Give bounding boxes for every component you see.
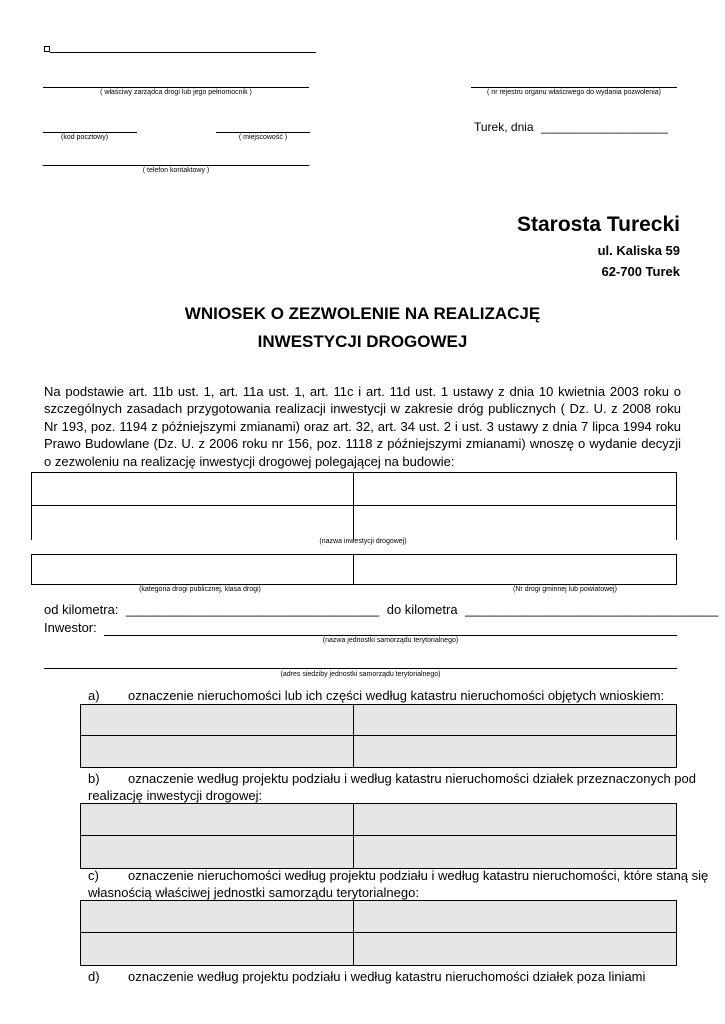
item-b-cell-4[interactable]: [354, 836, 676, 868]
item-a-cell-2[interactable]: [354, 705, 676, 736]
city-line[interactable]: [216, 132, 310, 133]
postal-code-caption: (kod pocztowy): [61, 134, 109, 141]
item-a-cell-1[interactable]: [81, 705, 354, 736]
road-category-table: [31, 554, 677, 585]
item-a-marker: a): [88, 688, 100, 703]
investment-name-cell-2[interactable]: [354, 473, 676, 506]
date-field[interactable]: ___________________: [540, 120, 668, 134]
road-category-caption: (kategoria drogi publicznej, klasa drogi): [139, 586, 261, 593]
item-a-table: [80, 704, 677, 768]
kilometer-row: [44, 602, 718, 617]
investor-caption: (nazwa jednostki samorządu terytorialnego): [322, 637, 459, 644]
item-c-cell-4[interactable]: [354, 933, 676, 965]
road-category-cell[interactable]: [32, 555, 354, 584]
postal-code-line[interactable]: [43, 132, 137, 133]
item-d-text: oznaczenie według projektu podziału i według katastru nieruchomości działek poza liniami: [128, 969, 646, 984]
from-km-field[interactable]: ___________________________________: [126, 602, 380, 617]
addressee-street: ul. Kaliska 59: [597, 243, 680, 258]
to-km-label: do kilometra: [386, 602, 458, 617]
item-c-marker: c): [88, 868, 99, 883]
owner-caption: ( właściwy zarządca drogi lub jego pełnomocnik ): [100, 89, 252, 96]
investment-name-caption: (nazwa inwestycji drogowej): [319, 538, 407, 545]
form-title-line1: WNIOSEK O ZEZWOLENIE NA REALIZACJĘ: [184, 304, 541, 323]
item-b-cell-2[interactable]: [354, 804, 676, 836]
date-label: [474, 120, 668, 134]
form-title-line2: INWESTYCJI DROGOWEJ: [257, 332, 468, 351]
addressee-name: Starosta Turecki: [516, 213, 680, 236]
item-b: [88, 770, 696, 787]
item-b-cont: realizację inwestycji drogowej:: [88, 788, 263, 803]
to-km-field[interactable]: ___________________________________: [465, 602, 719, 617]
investment-name-cell-4[interactable]: [354, 506, 676, 540]
item-b-table: [80, 803, 677, 869]
item-c-text: oznaczenie nieruchomości według projektu podziału i według katastru nieruchomości, które staną się: [128, 868, 709, 883]
road-number-cell[interactable]: [354, 555, 676, 584]
item-c-cell-2[interactable]: [354, 901, 676, 933]
registry-caption: ( nr rejestru organu właściwego do wydania pozwolenia): [487, 89, 661, 96]
registry-line[interactable]: [471, 87, 677, 88]
item-b-cell-1[interactable]: [81, 804, 354, 836]
phone-line[interactable]: [43, 165, 309, 166]
road-number-caption: (Nr drogi gminnej lub powiatowej): [513, 586, 617, 593]
phone-caption: ( telefon kontaktowy ): [142, 167, 210, 174]
date-label-text: Turek, dnia: [474, 120, 534, 134]
addressee-city: 62-700 Turek: [601, 264, 680, 279]
city-caption: ( miejscowość ): [238, 134, 288, 141]
investor-field[interactable]: [104, 635, 677, 636]
investment-name-cell-3[interactable]: [32, 506, 354, 540]
item-b-text: oznaczenie według projektu podziału i według katastru nieruchomości działek przeznaczonych pod: [128, 771, 696, 786]
item-c-cont: własnością właściwej jednostki samorządu terytorialnego:: [88, 885, 419, 900]
item-c: [88, 867, 708, 884]
item-c-table: [80, 900, 677, 966]
investment-name-table: [31, 472, 677, 540]
item-a-text: oznaczenie nieruchomości lub ich części według katastru nieruchomości objętych wnioskiem:: [128, 688, 665, 703]
owner-line[interactable]: [43, 87, 309, 88]
from-km-label: od kilometra:: [44, 602, 119, 617]
item-c-cell-1[interactable]: [81, 901, 354, 933]
item-a-cell-4[interactable]: [354, 736, 676, 767]
investment-name-cell-1[interactable]: [32, 473, 354, 506]
item-b-marker: b): [88, 771, 100, 786]
item-d-marker: d): [88, 969, 100, 984]
item-c-cell-3[interactable]: [81, 933, 354, 965]
item-d: [88, 968, 645, 985]
intro-paragraph: Na podstawie art. 11b ust. 1, art. 11a ust. 1, art. 11c i art. 11d ust. 1 ustawy z dnia 10 kwietnia 2003 roku o szczególnych zasadach przygotowania realizacji inwestycji w zakresie dróg publicznych ( Dz. U. z 2008 roku Nr 193, poz. 1194 z późniejszymi zmianami) oraz art. 32, art. 34 ust. 2 i ust. 3 ustawy z dnia 7 lipca 1994 roku Prawo Budowlane (Dz. U. z 2006 roku nr 156, poz. 1118 z późniejszymi zmianami) wnoszę o wydanie decyzji o zezwoleniu na realizację inwestycji drogowej polegającej na budowie:: [44, 384, 681, 469]
item-b-cell-3[interactable]: [81, 836, 354, 868]
applicant-name-line[interactable]: [50, 52, 316, 53]
investor-label: Inwestor:: [44, 620, 97, 635]
item-a-cell-3[interactable]: [81, 736, 354, 767]
investor-address-field[interactable]: [44, 668, 677, 669]
investor-address-caption: (adres siedziby jednostki samorządu terytorialnego): [280, 671, 441, 678]
item-a: [88, 687, 664, 704]
